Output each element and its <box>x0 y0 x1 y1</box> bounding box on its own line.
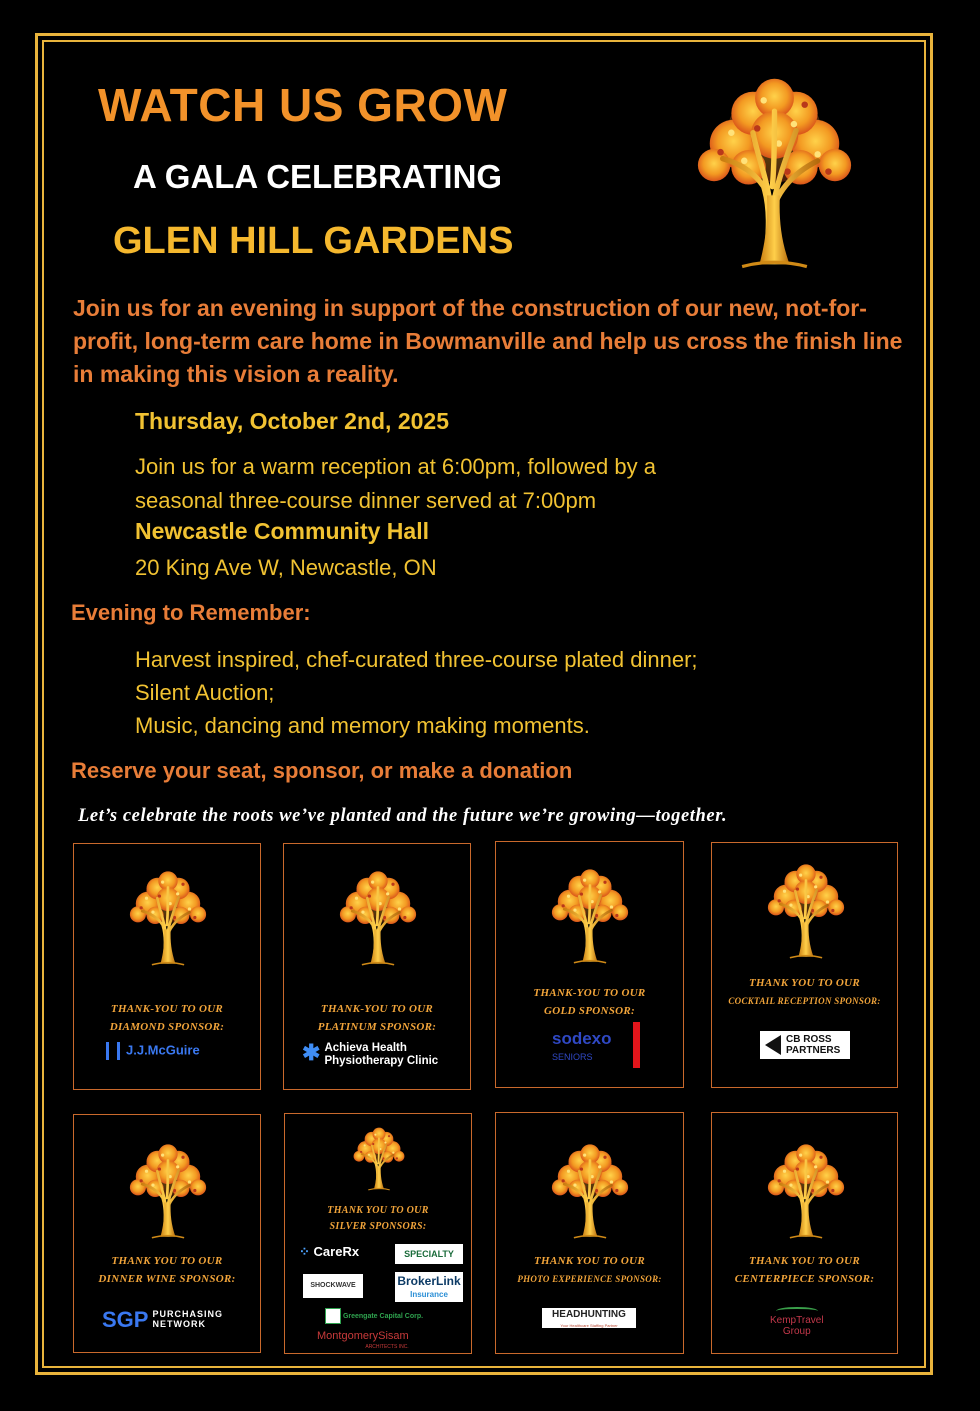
autumn-tree-icon <box>114 1139 222 1241</box>
achieva-figure-icon: ✱ <box>302 1040 321 1065</box>
highlight-item: Silent Auction; <box>135 680 275 705</box>
sponsor-card-diamond <box>73 843 261 1090</box>
cbross-mark-icon <box>765 1035 781 1055</box>
highlights-heading: Evening to Remember: <box>71 600 311 625</box>
carerx-logo: ⁘ CareRx <box>299 1244 360 1259</box>
shockwave-logo: SHOCKWAVE <box>303 1274 363 1298</box>
sponsor-thanks: THANK YOU TO OUR <box>748 977 861 989</box>
sponsor-thanks: THANK-YOU TO OUR <box>110 1003 224 1015</box>
montgomerysisam-logo: MontgomerySisam ARCHITECTS INC. <box>317 1330 409 1350</box>
brokerlink-logo: BrokerLink Insurance <box>395 1272 463 1302</box>
event-date: Thursday, October 2nd, 2025 <box>135 408 450 434</box>
carerx-dots-icon: ⁘ <box>299 1244 310 1259</box>
reception-line-2: seasonal three-course dinner served at 7:00pm <box>135 488 597 513</box>
intro-paragraph: Join us for an evening in support of the construction of our new, not-for-profit, long-term care home in Bowmanville and help us cross the finish line in making this vision a reality. <box>73 295 903 387</box>
sponsor-thanks: THANK-YOU TO OUR <box>533 987 646 999</box>
autumn-tree-icon <box>752 1139 860 1241</box>
sponsor-card-photo <box>495 1112 684 1354</box>
sponsor-level: CENTERPIECE SPONSOR: <box>734 1273 875 1285</box>
specialty-logo: SPECIALTY <box>395 1244 463 1264</box>
highlight-item: Harvest inspired, chef-curated three-course plated dinner; <box>135 647 698 672</box>
sponsor-level: GOLD SPONSOR: <box>544 1005 635 1017</box>
sponsor-level: PHOTO EXPERIENCE SPONSOR: <box>517 1274 662 1284</box>
sponsor-card-cocktail <box>711 842 898 1088</box>
autumn-tree-icon <box>343 1124 415 1192</box>
headhunting-logo: HEADHUNTING Your Healthcare Staffing Partner <box>542 1308 636 1328</box>
jjmcguire-mark-icon <box>106 1042 120 1060</box>
sponsor-thanks: THANK YOU TO OUR <box>327 1205 429 1216</box>
autumn-tree-icon <box>536 864 644 966</box>
event-subtitle: A GALA CELEBRATING <box>133 158 503 195</box>
sponsor-card-gold <box>495 841 684 1088</box>
highlight-item: Music, dancing and memory making moments. <box>135 713 590 738</box>
autumn-tree-icon <box>114 866 222 968</box>
kemptravel-logo: KempTravel Group <box>770 1307 824 1337</box>
reception-line-1: Join us for a warm reception at 6:00pm, followed by a <box>135 454 656 479</box>
sponsor-level: DIAMOND SPONSOR: <box>109 1021 225 1033</box>
sponsor-thanks: THANK-YOU TO OUR <box>320 1003 434 1015</box>
sponsor-card-centerpiece <box>711 1112 898 1354</box>
greengate-logo: Greengate Capital Corp. <box>325 1308 423 1324</box>
achieva-logo: ✱ Achieva Health Physiotherapy Clinic <box>302 1040 439 1067</box>
event-title: WATCH US GROW <box>98 79 508 131</box>
sponsor-thanks: THANK YOU TO OUR <box>748 1255 861 1267</box>
sodexo-red-bar <box>633 1022 640 1068</box>
venue-name: Newcastle Community Hall <box>135 518 429 544</box>
sponsor-card-silver <box>284 1113 472 1354</box>
sponsor-thanks: THANK YOU TO OUR <box>111 1255 223 1267</box>
greengate-square-icon <box>325 1308 341 1324</box>
autumn-tree-icon <box>662 68 887 273</box>
autumn-tree-icon <box>324 866 432 968</box>
autumn-tree-icon <box>752 859 860 961</box>
cbross-logo: CB ROSS PARTNERS <box>760 1031 850 1059</box>
autumn-tree-icon <box>536 1139 644 1241</box>
tagline: Let’s celebrate the roots we’ve planted and the future we’re growing—together. <box>78 806 728 826</box>
sponsor-level: COCKTAIL RECEPTION SPONSOR: <box>728 996 881 1006</box>
sponsor-card-wine <box>73 1114 261 1353</box>
sgp-logo: SGP PURCHASING NETWORK <box>102 1307 223 1332</box>
organization-name: GLEN HILL GARDENS <box>113 220 514 262</box>
jjmcguire-logo: J.J.McGuire <box>106 1042 200 1060</box>
sodexo-logo: sodexo SENIORS <box>552 1029 612 1062</box>
sponsor-level: SILVER SPONSORS: <box>329 1221 427 1232</box>
call-to-action: Reserve your seat, sponsor, or make a donation <box>71 758 573 783</box>
sponsor-level: PLATINUM SPONSOR: <box>317 1021 437 1033</box>
sponsor-level: DINNER WINE SPONSOR: <box>98 1273 236 1285</box>
venue-address: 20 King Ave W, Newcastle, ON <box>135 555 437 580</box>
kemptravel-arc-icon <box>776 1307 818 1315</box>
sponsor-thanks: THANK YOU TO OUR <box>533 1255 646 1267</box>
sponsor-card-platinum <box>283 843 471 1090</box>
